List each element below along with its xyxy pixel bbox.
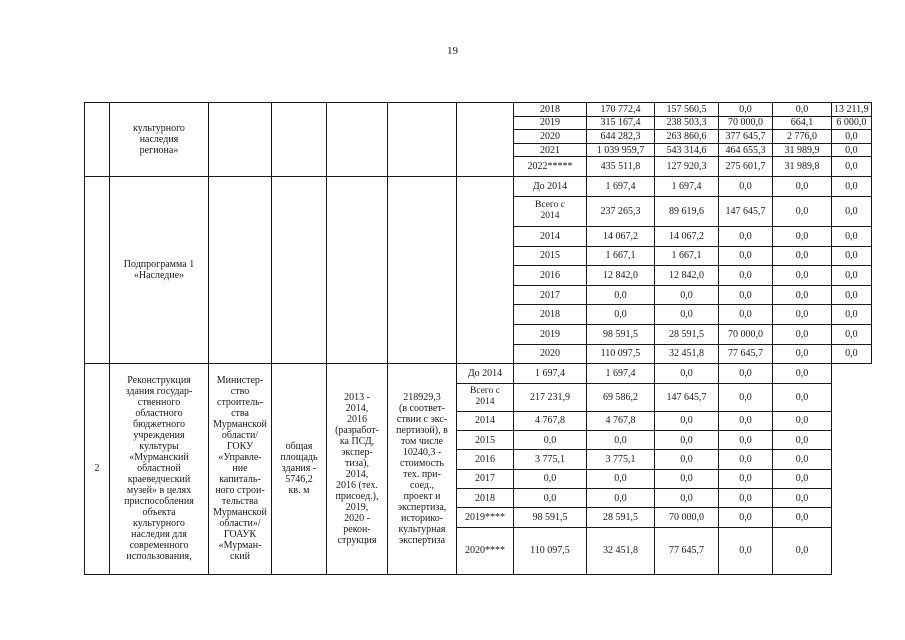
customer-cell-line: «Мурман-: [218, 540, 262, 552]
customer-cell-line: области»/: [219, 518, 261, 530]
year-cell: [514, 246, 587, 266]
value-cell-3: 0,0: [719, 246, 773, 266]
object-name-cell-line: учреждения: [133, 430, 185, 442]
value-cell-1: 4 767,8: [514, 411, 587, 430]
value-cell-3: 0,0: [719, 103, 773, 117]
value-cell-2: 28 591,5: [655, 324, 719, 344]
object-name-cell-line: культуры: [139, 441, 179, 453]
value-cell-3: 0,0: [655, 411, 719, 430]
year-cell: [457, 411, 514, 430]
value-cell-3: 0,0: [655, 430, 719, 449]
value-cell-2: 1 667,1: [655, 246, 719, 266]
value-cell-1: 12 842,0: [587, 266, 655, 286]
value-cell-5: 6 000,0: [832, 116, 872, 130]
value-cell-4: 0,0: [773, 266, 832, 286]
value-cell-4: 0,0: [773, 226, 832, 246]
value-cell-2: 12 842,0: [655, 266, 719, 286]
customer-cell-line: ство: [230, 386, 250, 398]
value-cell-1: 3 775,1: [514, 450, 587, 469]
period-cell-line: 2013 -: [344, 391, 370, 403]
year-cell: [457, 364, 514, 383]
period-cell-line: рекон-: [343, 523, 371, 535]
customer-cell-line: области/: [221, 430, 259, 442]
value-cell-5: 0,0: [832, 266, 872, 286]
value-cell-1: 315 167,4: [587, 116, 655, 130]
value-cell-5: 0,0: [773, 469, 832, 488]
year-cell-line: До 2014: [467, 367, 503, 379]
value-cell-4: 664,1: [773, 116, 832, 130]
value-cell-5: 0,0: [832, 226, 872, 246]
object-name-cell-line: «Мурманский: [129, 452, 189, 464]
object-name-cell-line: здания государ-: [125, 386, 193, 398]
capacity-cell: [272, 103, 327, 177]
value-cell-1: 435 511,8: [587, 157, 655, 177]
value-cell-2: 127 920,3: [655, 157, 719, 177]
value-cell-5: 0,0: [832, 157, 872, 177]
value-cell-1: 98 591,5: [514, 508, 587, 527]
object-name-cell-line: Реконструкция: [127, 375, 191, 387]
year-cell: [457, 430, 514, 449]
value-cell-3: 70 000,0: [719, 324, 773, 344]
value-cell-3: 464 655,3: [719, 143, 773, 157]
cost-cell-line: том числе: [400, 435, 444, 447]
value-cell-5: 0,0: [773, 411, 832, 430]
value-cell-2: 543 314,6: [655, 143, 719, 157]
cost-cell-line: пертизой), в: [396, 424, 448, 436]
year-cell: [457, 450, 514, 469]
year-cell: [457, 469, 514, 488]
customer-cell-line: ский: [230, 551, 250, 563]
year-cell: [457, 508, 514, 527]
subprogram-title-cell: [110, 177, 209, 364]
year-cell: [514, 196, 587, 226]
customer-cell-line: тельства: [221, 496, 259, 508]
value-cell-3: 147 645,7: [719, 196, 773, 226]
executor-cell: [209, 177, 272, 364]
value-cell-4: 0,0: [773, 177, 832, 197]
value-cell-4: 2 776,0: [773, 130, 832, 144]
value-cell-1: 170 772,4: [587, 103, 655, 117]
value-cell-4: 0,0: [719, 364, 773, 383]
year-cell: [514, 226, 587, 246]
cost-cell-line: ствии с экс-: [396, 413, 448, 425]
value-cell-4: 0,0: [773, 324, 832, 344]
value-cell-2: 157 560,5: [655, 103, 719, 117]
value-cell-1: 0,0: [514, 469, 587, 488]
value-cell-3: 70 000,0: [655, 508, 719, 527]
cost-cell: [388, 364, 457, 575]
value-cell-5: 0,0: [773, 364, 832, 383]
table-row: [85, 103, 872, 117]
value-cell-4: 0,0: [719, 469, 773, 488]
year-cell: [514, 266, 587, 286]
period-cell-line: ка ПСД,: [339, 435, 375, 447]
period-cell-line: 2014,: [345, 468, 369, 480]
cost-cell-line: тех. при-: [403, 468, 441, 480]
value-cell-2: 32 451,8: [655, 344, 719, 364]
value-cell-1: 14 067,2: [587, 226, 655, 246]
object-name-cell-line: использования,: [126, 551, 192, 563]
value-cell-3: 377 645,7: [719, 130, 773, 144]
value-cell-1: 1 667,1: [587, 246, 655, 266]
cost-cell-line: соед.,: [410, 479, 434, 491]
period-cell-line: (разработ-: [335, 424, 379, 436]
value-cell-5: 0,0: [773, 450, 832, 469]
value-cell-2: 32 451,8: [587, 527, 655, 574]
value-cell-2: 0,0: [587, 489, 655, 508]
section-title-cell-line: культурного: [133, 123, 185, 135]
year-cell-line: Всего с: [470, 386, 500, 397]
value-cell-3: 0,0: [719, 266, 773, 286]
value-cell-3: 0,0: [719, 285, 773, 305]
period-cell-line: 2016: [347, 413, 367, 425]
object-name-cell: [110, 364, 209, 575]
year-cell-line: 2017: [540, 289, 560, 301]
value-cell-3: 147 645,7: [655, 383, 719, 411]
value-cell-5: 0,0: [832, 177, 872, 197]
value-cell-2: 0,0: [587, 469, 655, 488]
object-name-cell-line: культурного: [133, 518, 185, 530]
year-cell-line: 2014: [475, 397, 495, 408]
period-cell-line: 2016 (тех.: [335, 479, 378, 491]
value-cell-3: 275 601,7: [719, 157, 773, 177]
period-cell: [327, 177, 388, 364]
year-cell: 2018: [514, 103, 587, 117]
section-title-cell: [110, 103, 209, 177]
period-cell-line: струкция: [337, 534, 377, 546]
customer-cell-line: Мурманской: [213, 507, 267, 519]
value-cell-3: 0,0: [655, 450, 719, 469]
object-name-cell-line: ственного: [137, 397, 181, 409]
year-cell-line: 2015: [475, 434, 495, 446]
object-name-cell-line: объекта: [142, 507, 176, 519]
year-cell-line: 2020****: [465, 545, 505, 557]
value-cell-5: 0,0: [832, 143, 872, 157]
value-cell-4: 0,0: [719, 430, 773, 449]
value-cell-3: 0,0: [719, 226, 773, 246]
year-cell: [514, 285, 587, 305]
year-cell: [514, 177, 587, 197]
value-cell-5: 0,0: [832, 196, 872, 226]
value-cell-1: 0,0: [514, 430, 587, 449]
value-cell-4: 0,0: [773, 305, 832, 325]
value-cell-2: 89 619,6: [655, 196, 719, 226]
year-cell-line: До 2014: [532, 181, 568, 193]
period-cell-line: тиза),: [345, 457, 369, 469]
value-cell-1: 217 231,9: [514, 383, 587, 411]
year-cell-line: 2014: [540, 211, 560, 222]
year-cell-line: 2020: [540, 348, 560, 360]
value-cell-4: 0,0: [773, 344, 832, 364]
section-title-cell-line: региона»: [139, 145, 179, 157]
value-cell-1: 644 282,3: [587, 130, 655, 144]
value-cell-1: 0,0: [514, 489, 587, 508]
value-cell-2: 0,0: [655, 305, 719, 325]
value-cell-2: 1 697,4: [655, 177, 719, 197]
cost-cell: [388, 103, 457, 177]
object-name-cell-line: музей» в целях: [126, 485, 192, 497]
value-cell-5: 0,0: [773, 489, 832, 508]
year-cell-line: 2014: [475, 415, 495, 427]
year-cell-line: 2018: [475, 492, 495, 504]
value-cell-1: 1 039 959,7: [587, 143, 655, 157]
year-cell-line: Всего с: [535, 200, 565, 211]
blank-cell: [457, 177, 514, 364]
customer-cell-line: Мурманской: [213, 419, 267, 431]
value-cell-5: 0,0: [832, 246, 872, 266]
value-cell-1: 110 097,5: [587, 344, 655, 364]
year-cell-line: 2016: [475, 453, 495, 465]
cost-cell-line: экспертиза: [398, 534, 446, 546]
customer-cell-line: ГОАУК: [223, 529, 257, 541]
value-cell-5: 0,0: [773, 527, 832, 574]
year-cell: [514, 344, 587, 364]
period-cell-line: присоед.),: [335, 490, 379, 502]
value-cell-1: 1 697,4: [514, 364, 587, 383]
value-cell-3: 0,0: [655, 364, 719, 383]
value-cell-4: 31 989,9: [773, 143, 832, 157]
value-cell-5: 0,0: [832, 324, 872, 344]
customer-cell-line: ГОКУ: [226, 441, 254, 453]
value-cell-4: 0,0: [719, 527, 773, 574]
value-cell-3: 0,0: [719, 305, 773, 325]
customer-cell: [209, 364, 272, 575]
page-number: 19: [447, 45, 458, 57]
value-cell-1: 0,0: [587, 285, 655, 305]
item-number-cell: 2: [85, 364, 110, 575]
year-cell-line: 2016: [540, 269, 560, 281]
value-cell-4: 0,0: [773, 103, 832, 117]
value-cell-3: 70 000,0: [719, 116, 773, 130]
value-cell-5: 0,0: [832, 285, 872, 305]
value-cell-3: 0,0: [655, 489, 719, 508]
value-cell-5: 0,0: [773, 430, 832, 449]
value-cell-1: 237 265,3: [587, 196, 655, 226]
capacity-cell: [272, 364, 327, 575]
value-cell-4: 31 989,8: [773, 157, 832, 177]
year-cell: 2020: [514, 130, 587, 144]
value-cell-3: 0,0: [719, 177, 773, 197]
value-cell-2: 28 591,5: [587, 508, 655, 527]
cost-cell-line: 218929,3: [403, 391, 441, 403]
year-cell-line: 2014: [540, 230, 560, 242]
object-name-cell-line: областного: [135, 408, 183, 420]
year-cell-line: 2019****: [465, 512, 505, 524]
value-cell-5: 0,0: [773, 383, 832, 411]
value-cell-4: 0,0: [773, 285, 832, 305]
year-cell: [457, 383, 514, 411]
value-cell-5: 0,0: [832, 305, 872, 325]
cost-cell-line: стоимость: [400, 457, 444, 469]
capacity-cell-line: общая: [285, 441, 313, 453]
value-cell-2: 14 067,2: [655, 226, 719, 246]
blank-cell: [457, 103, 514, 177]
year-cell: [514, 324, 587, 344]
customer-cell-line: Министер-: [216, 375, 264, 387]
value-cell-4: 0,0: [719, 411, 773, 430]
period-cell-line: 2014,: [345, 402, 369, 414]
section-title-cell-line: наследия: [139, 134, 179, 146]
period-cell-line: 2020 -: [344, 512, 370, 524]
subprogram-title-cell-line: Подпрограмма 1: [123, 259, 195, 271]
value-cell-2: 69 586,2: [587, 383, 655, 411]
value-cell-1: 98 591,5: [587, 324, 655, 344]
cost-cell-line: историко-: [400, 512, 444, 524]
value-cell-4: 0,0: [773, 196, 832, 226]
year-cell: [457, 489, 514, 508]
value-cell-3: 77 645,7: [719, 344, 773, 364]
object-name-cell-line: наследия для: [131, 529, 187, 541]
year-cell: [457, 527, 514, 574]
object-name-cell-line: областной: [137, 463, 181, 475]
table-row: [85, 364, 872, 383]
cost-cell-line: проект и: [403, 490, 441, 502]
period-cell: [327, 364, 388, 575]
year-cell-line: 2019: [540, 328, 560, 340]
customer-cell-line: «Управле-: [218, 452, 262, 464]
value-cell-5: 13 211,9: [832, 103, 872, 117]
cost-cell: [388, 177, 457, 364]
year-cell-line: 2018: [540, 309, 560, 321]
customer-cell-line: ного строи-: [215, 485, 265, 497]
cost-cell-line: экспертиза,: [397, 501, 447, 513]
value-cell-2: 1 697,4: [587, 364, 655, 383]
customer-cell-line: ства: [231, 408, 249, 420]
object-name-cell-line: краеведческий: [127, 474, 191, 486]
value-cell-2: 0,0: [655, 285, 719, 305]
object-name-cell-line: бюджетного: [133, 419, 185, 431]
customer-cell-line: капиталь-: [219, 474, 261, 486]
table-row: [85, 177, 872, 197]
value-cell-2: 263 860,6: [655, 130, 719, 144]
table-body: [85, 103, 872, 575]
value-cell-4: 0,0: [719, 383, 773, 411]
capacity-cell-line: здания -: [281, 463, 317, 475]
financing-table: [84, 102, 872, 575]
value-cell-4: 0,0: [773, 246, 832, 266]
period-cell-line: экспер-: [341, 446, 373, 458]
cost-cell-line: (в соответ-: [398, 402, 446, 414]
customer-cell-line: ние: [232, 463, 248, 475]
value-cell-3: 0,0: [655, 469, 719, 488]
cost-cell-line: культурная: [398, 523, 446, 535]
period-cell-line: 2019,: [345, 501, 369, 513]
value-cell-1: 1 697,4: [587, 177, 655, 197]
object-name-cell-line: современного: [129, 540, 189, 552]
capacity-cell-line: 5746,2: [285, 474, 313, 486]
number-cell: [85, 177, 110, 364]
object-name-cell-line: приспособления: [124, 496, 194, 508]
value-cell-2: 3 775,1: [587, 450, 655, 469]
cost-cell-line: 10240,3 -: [402, 446, 442, 458]
value-cell-1: 110 097,5: [514, 527, 587, 574]
subprogram-title-cell-line: «Наследие»: [133, 270, 185, 282]
value-cell-4: 0,0: [719, 508, 773, 527]
year-cell: [514, 305, 587, 325]
year-cell-line: 2017: [475, 473, 495, 485]
capacity-cell-line: площадь: [280, 452, 318, 464]
period-cell: [327, 103, 388, 177]
value-cell-2: 0,0: [587, 430, 655, 449]
number-cell: [85, 103, 110, 177]
value-cell-2: 4 767,8: [587, 411, 655, 430]
value-cell-4: 0,0: [719, 489, 773, 508]
capacity-cell-line: кв. м: [288, 485, 310, 497]
capacity-cell: [272, 177, 327, 364]
customer-cell-line: строитель-: [217, 397, 263, 409]
year-cell: 2019: [514, 116, 587, 130]
year-cell: 2021: [514, 143, 587, 157]
value-cell-5: 0,0: [773, 508, 832, 527]
value-cell-5: 0,0: [832, 130, 872, 144]
value-cell-1: 0,0: [587, 305, 655, 325]
year-cell-line: 2015: [540, 250, 560, 262]
year-cell: 2022*****: [514, 157, 587, 177]
value-cell-2: 238 503,3: [655, 116, 719, 130]
value-cell-5: 0,0: [832, 344, 872, 364]
value-cell-3: 77 645,7: [655, 527, 719, 574]
value-cell-4: 0,0: [719, 450, 773, 469]
executor-cell: [209, 103, 272, 177]
